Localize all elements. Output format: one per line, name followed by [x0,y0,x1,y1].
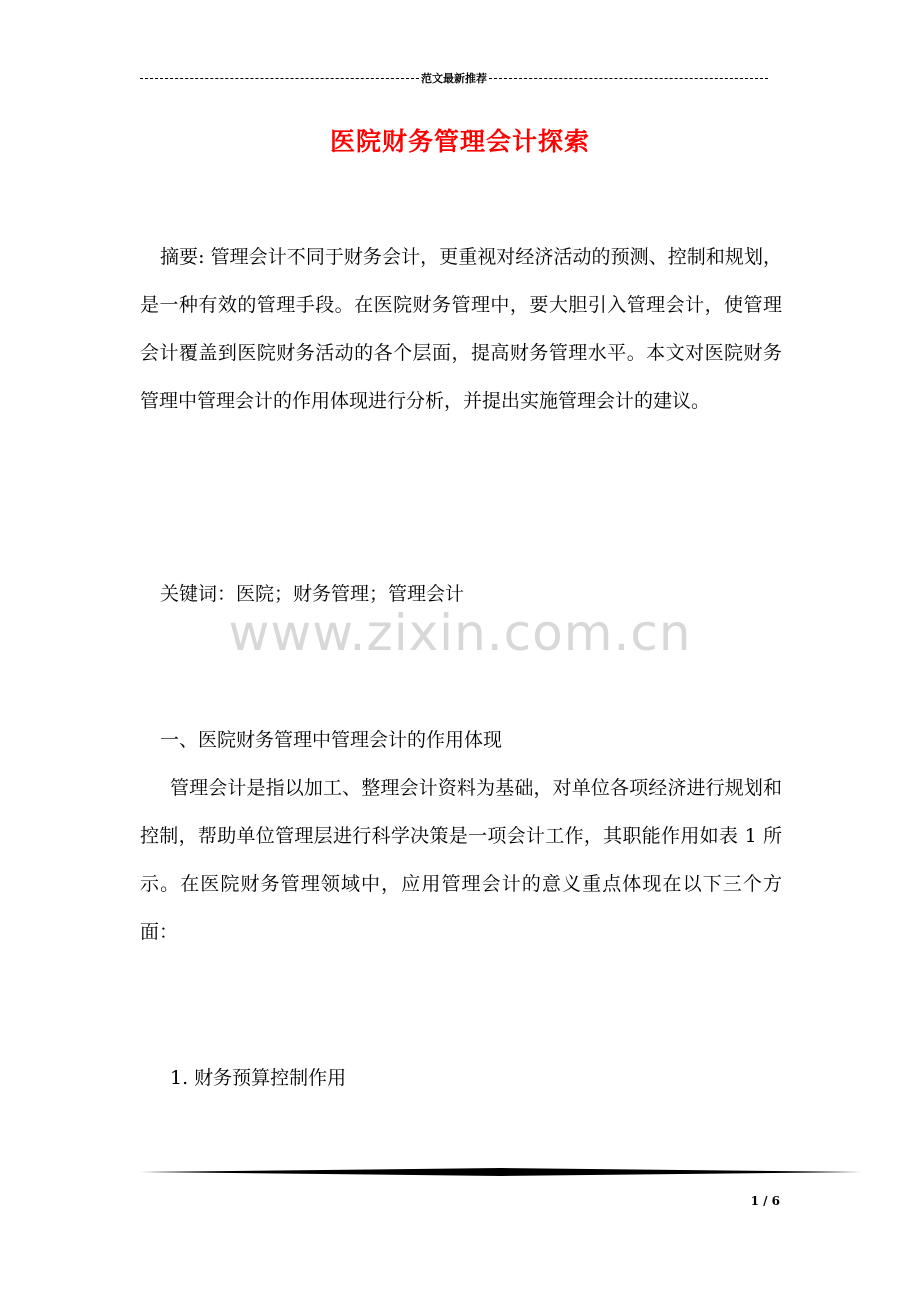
keywords-line: 关键词：医院；财务管理；管理会计 [160,583,465,605]
header-banner-label: 范文最新推荐 [421,72,487,85]
header-dashes-right [489,78,768,79]
header-banner [140,68,768,88]
section-1-heading: 一、医院财务管理中管理会计的作用体现 [160,729,503,751]
footer-divider [140,1167,862,1177]
header-dashes-left [140,78,419,79]
page-number: 1 / 6 [750,1194,780,1208]
document-title: 医院财务管理会计探索 [329,127,590,156]
subsection-1-heading: 1. 财务预算控制作用 [170,1067,347,1089]
watermark-text: www.zixin.com.cn [228,604,692,662]
abstract-paragraph: 摘要: 管理会计不同于财务会计，更重视对经济活动的预测、控制和规划，是一种有效的管理手段。在医院财务管理中，要大胆引入管理会计，使管理会计覆盖到医院财务活动的各个层面，提高财务管理水平。本文对医院财务管理中管理会计的作用体现进行分析，并提出实施管理会计的建议。 [140,246,782,412]
section-1-body: 管理会计是指以加工、整理会计资料为基础，对单位各项经济进行规划和控制，帮助单位管理层进行科学决策是一项会计工作，其职能作用如表 1 所示。在医院财务管理领域中，应用管理会计的意义重点体现在以下三个方面： [140,777,782,943]
